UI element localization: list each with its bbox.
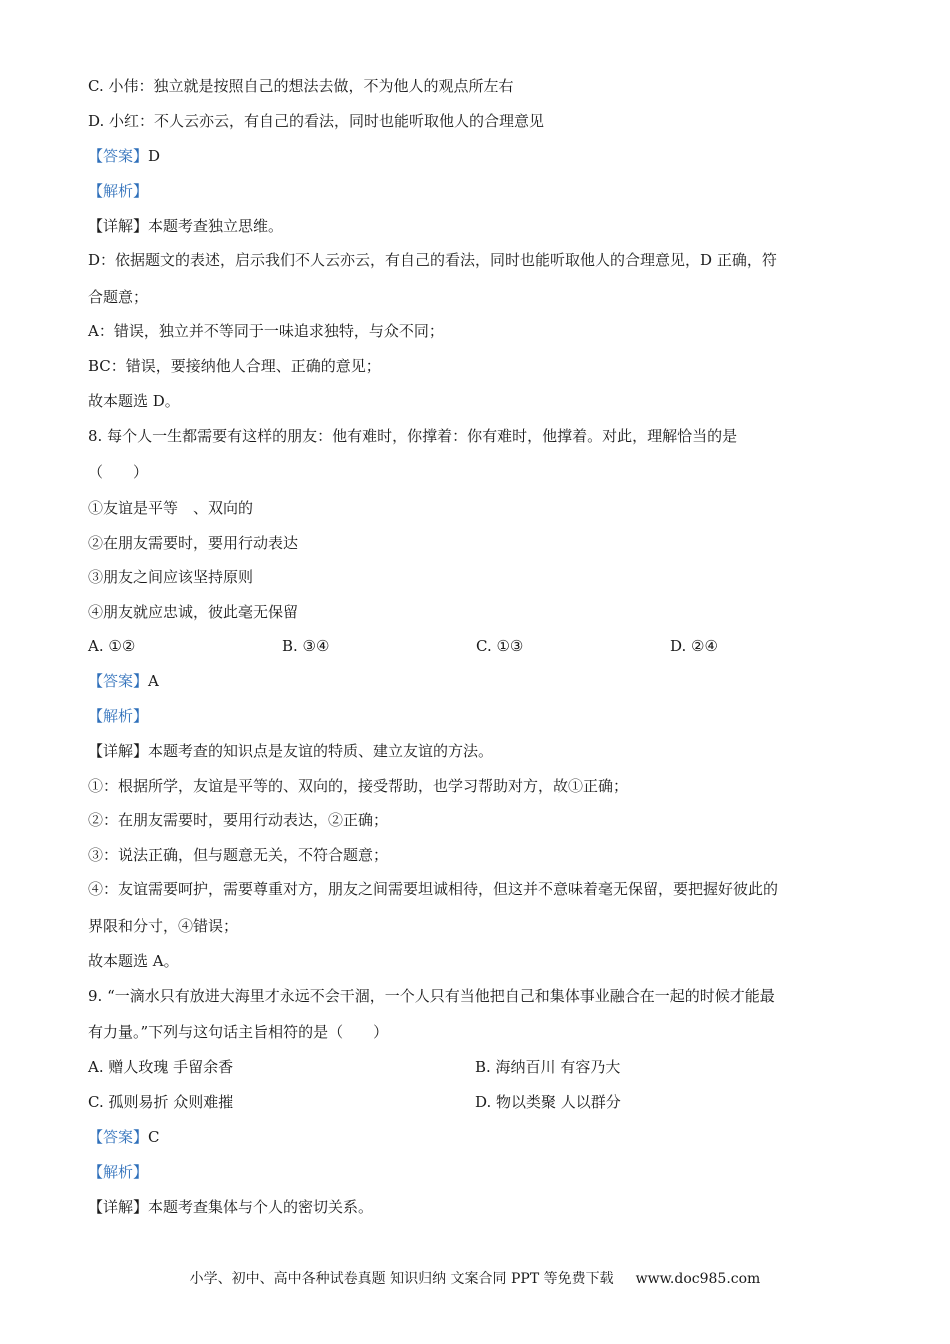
detail-tag: 【详解】 <box>88 1198 149 1216</box>
q8-answer <box>88 671 159 691</box>
q8-explanation-1: ①：根据所学，友谊是平等的、双向的，接受帮助，也学习帮助对方，故①正确； <box>88 777 629 795</box>
q7-detail <box>88 216 283 236</box>
answer-tag: 【答案】 <box>88 147 149 165</box>
q9-stem: 9. “一滴水只有放进大海里才永远不会干涸，一个人只有当他把自己和集体事业融合在一起的时候才能最 <box>88 987 775 1005</box>
q9-detail <box>88 1197 373 1217</box>
answer-tag: 【答案】 <box>88 1128 149 1146</box>
q8-detail <box>88 741 493 761</box>
q9-stem-cont: 有力量。”下列与这句话主旨相符的是（ ） <box>88 1023 389 1041</box>
q8-answer-paren: （ ） <box>88 463 149 481</box>
q7-explanation-a: A：错误，独立并不等同于一味追求独特，与众不同； <box>88 322 444 340</box>
q9-option-d: D. 物以类聚 人以群分 <box>475 1093 621 1111</box>
q8-item-4: ④朋友就应忠诚，彼此毫无保留 <box>88 603 299 621</box>
q8-stem: 8. 每个人一生都需要有这样的朋友：他有难时，你撑着：你有难时，他撑着。对此，理解恰当的是 <box>88 427 738 445</box>
q8-option-b: B. ③④ <box>282 637 330 655</box>
q8-item-2: ②在朋友需要时，要用行动表达 <box>88 534 299 552</box>
q8-conclusion: 故本题选 A。 <box>88 952 179 970</box>
q8-option-a: A. ①② <box>88 637 136 655</box>
q8-explanation-4: ④：友谊需要呵护，需要尊重对方，朋友之间需要坦诚相待，但这并不意味着毫无保留，要把握好彼此的 <box>88 880 779 898</box>
q7-analysis-tag: 【解析】 <box>88 182 149 200</box>
q8-option-c: C. ①③ <box>476 637 524 655</box>
q7-option-c: C. 小伟：独立就是按照自己的想法去做，不为他人的观点所左右 <box>88 77 514 95</box>
detail-text: 本题考查集体与个人的密切关系。 <box>148 1198 374 1216</box>
q9-option-b: B. 海纳百川 有容乃大 <box>475 1058 621 1076</box>
detail-text: 本题考查的知识点是友谊的特质、建立友谊的方法。 <box>148 742 494 760</box>
q9-option-a: A. 赠人玫瑰 手留余香 <box>88 1058 234 1076</box>
q7-explanation-d: D：依据题文的表述，启示我们不人云亦云，有自己的看法，同时也能听取他人的合理意见，D 正确，符 <box>88 251 777 269</box>
q7-option-d: D. 小红：不人云亦云，有自己的看法，同时也能听取他人的合理意见 <box>88 112 545 130</box>
q7-answer <box>88 146 160 166</box>
q8-explanation-3: ③：说法正确，但与题意无关，不符合题意； <box>88 846 389 864</box>
answer-tag: 【答案】 <box>88 672 149 690</box>
q9-answer <box>88 1127 160 1147</box>
answer-value: C <box>148 1128 160 1146</box>
footer-text: 小学、初中、高中各种试卷真题 知识归纳 文案合同 PPT 等免费下载 <box>189 1271 614 1287</box>
answer-value: A <box>148 672 159 690</box>
q7-conclusion: 故本题选 D。 <box>88 392 180 410</box>
q8-explanation-4-cont: 界限和分寸，④错误； <box>88 917 239 935</box>
q8-option-d: D. ②④ <box>670 637 718 655</box>
detail-text: 本题考查独立思维。 <box>148 217 284 235</box>
q8-item-3: ③朋友之间应该坚持原则 <box>88 568 254 586</box>
detail-tag: 【详解】 <box>88 742 149 760</box>
q9-option-c: C. 孤则易折 众则难摧 <box>88 1093 234 1111</box>
q8-analysis-tag: 【解析】 <box>88 707 149 725</box>
page-footer <box>0 1269 950 1289</box>
q8-explanation-2: ②：在朋友需要时，要用行动表达，②正确； <box>88 811 389 829</box>
q7-explanation-bc: BC：错误，要接纳他人合理、正确的意见； <box>88 357 381 375</box>
q8-item-1: ①友谊是平等 、双向的 <box>88 499 254 517</box>
answer-value: D <box>148 147 161 165</box>
footer-link[interactable]: www.doc985.com <box>635 1271 761 1287</box>
q7-explanation-d-cont: 合题意； <box>88 288 149 306</box>
detail-tag: 【详解】 <box>88 217 149 235</box>
q9-analysis-tag: 【解析】 <box>88 1163 149 1181</box>
